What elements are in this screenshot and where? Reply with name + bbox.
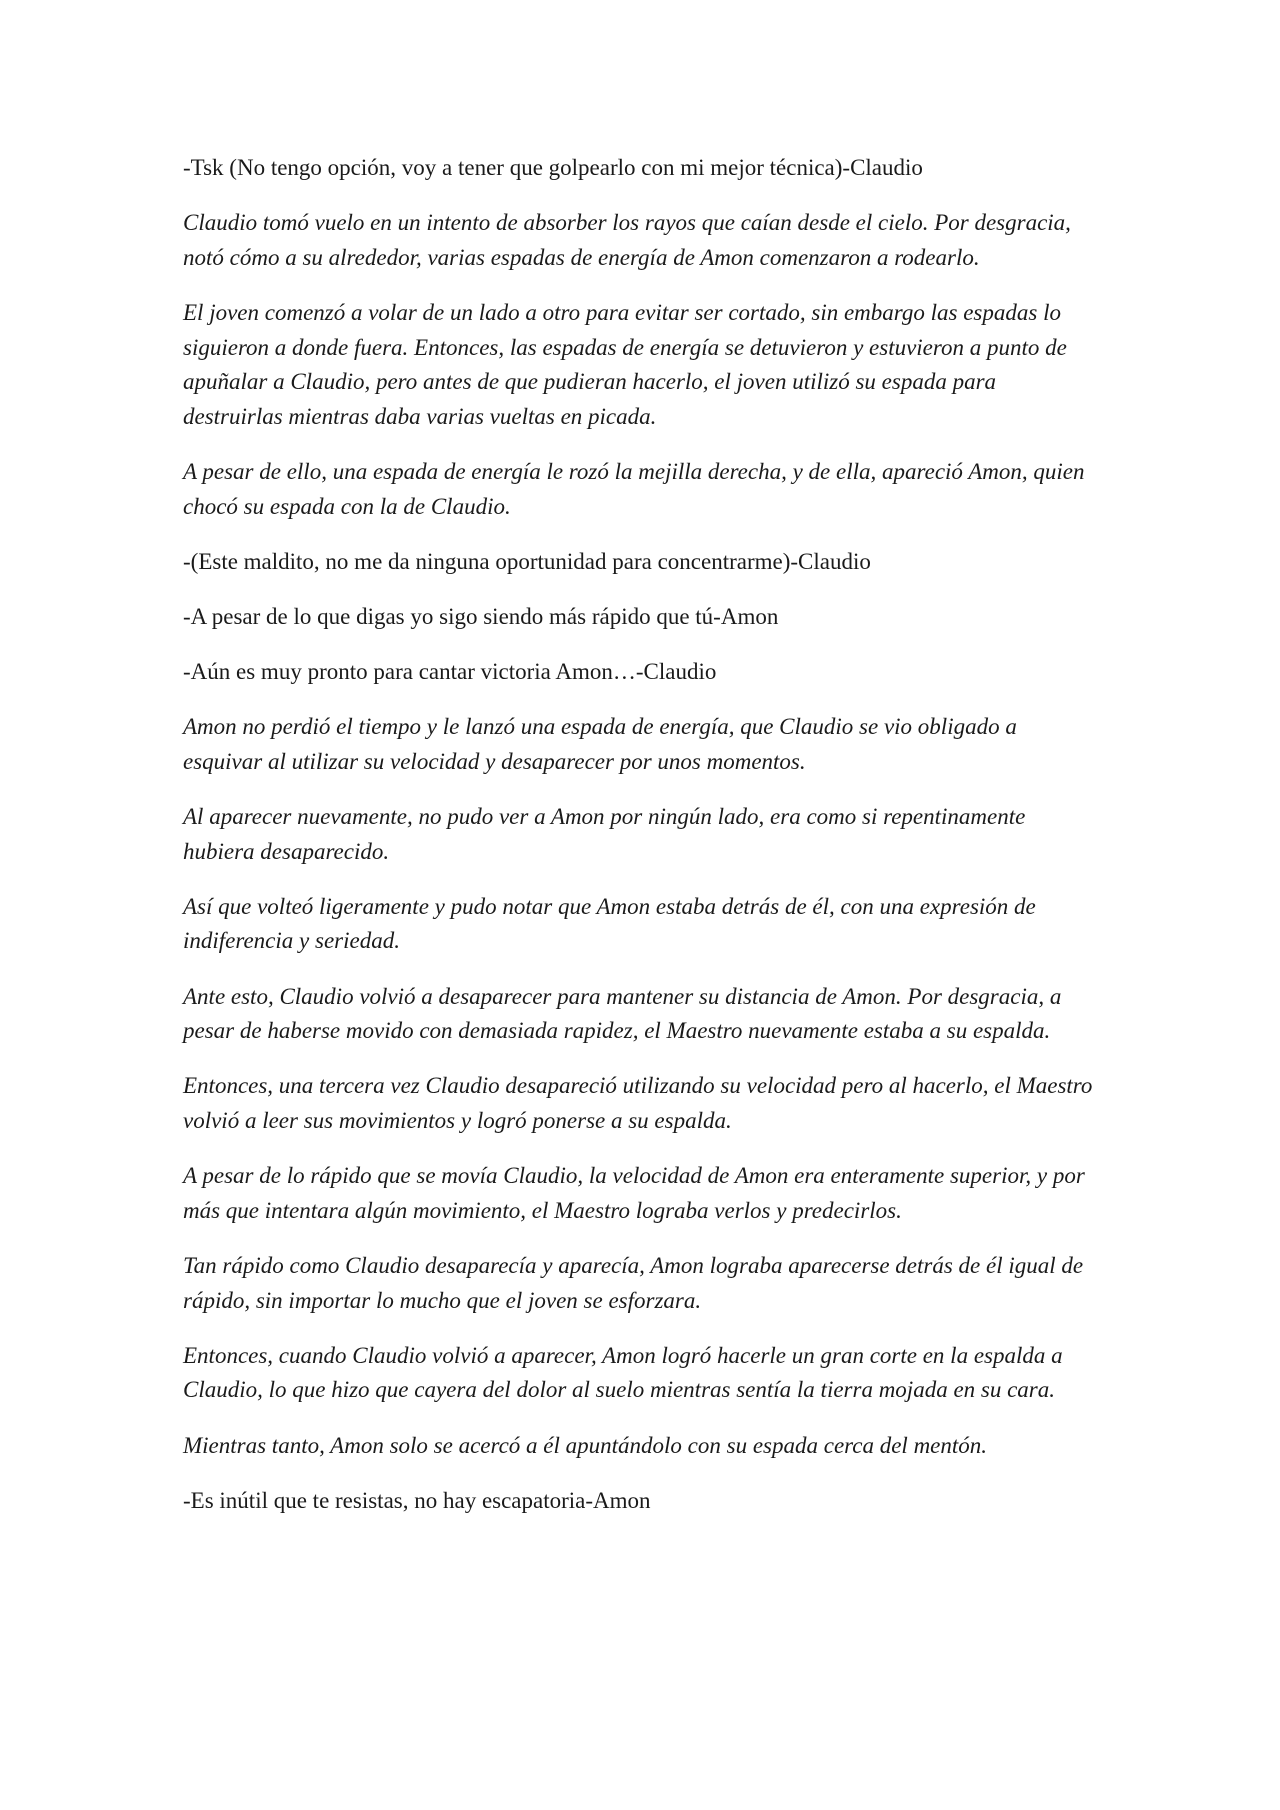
narration-paragraph: Tan rápido como Claudio desaparecía y aparecía, Amon lograba aparecerse detrás de él igual de rápido, sin importar lo mucho que el joven se esforzara.	[183, 1252, 1084, 1313]
dialogue-paragraph: -A pesar de lo que digas yo sigo siendo más rápido que tú-Amon	[183, 603, 779, 629]
narration-paragraph: Entonces, una tercera vez Claudio desapareció utilizando su velocidad pero al hacerlo, el Maestro volvió a leer sus movimientos y logró ponerse a su espalda.	[183, 1073, 1093, 1133]
dialogue-paragraph: -Tsk (No tengo opción, voy a tener que golpearlo con mi mejor técnica)-Claudio	[183, 155, 923, 180]
narration-paragraph: Claudio tomó vuelo en un intento de absorber los rayos que caían desde el cielo. Por desgracia, notó cómo a su alrededor, varias espadas de energía de Amon comenzaron a rodearlo.	[183, 210, 1071, 270]
narration-paragraph: Ante esto, Claudio volvió a desaparecer para mantener su distancia de Amon. Por desgracia, a pesar de haberse movido con demasiada rapidez, el Maestro nuevamente estaba a su espalda.	[183, 983, 1062, 1044]
dialogue-paragraph: -Es inútil que te resistas, no hay escapatoria-Amon	[183, 1487, 651, 1513]
narration-paragraph: A pesar de ello, una espada de energía le rozó la mejilla derecha, y de ella, apareció Amon, quien chocó su espada con la de Claudio.	[183, 458, 1085, 519]
narration-paragraph: Mientras tanto, Amon solo se acercó a él apuntándolo con su espada cerca del mentón.	[183, 1432, 988, 1458]
document-page	[183, 151, 1099, 1539]
narration-paragraph: Amon no perdió el tiempo y le lanzó una espada de energía, que Claudio se vio obligado a esquivar al utilizar su velocidad y desaparecer por unos momentos.	[183, 714, 1017, 774]
dialogue-paragraph: -Aún es muy pronto para cantar victoria Amon…-Claudio	[183, 659, 717, 685]
dialogue-paragraph: -(Este maldito, no me da ninguna oportunidad para concentrarme)-Claudio	[183, 548, 871, 574]
narration-paragraph: A pesar de lo rápido que se movía Claudio, la velocidad de Amon era enteramente superior, y por más que intentara algún movimiento, el Maestro lograba verlos y predecirlos.	[183, 1163, 1085, 1223]
narration-paragraph: Así que volteó ligeramente y pudo notar que Amon estaba detrás de él, con una expresión de indiferencia y seriedad.	[183, 893, 1036, 954]
narration-paragraph: Al aparecer nuevamente, no pudo ver a Amon por ningún lado, era como si repentinamente hubiera desaparecido.	[183, 804, 1026, 864]
narration-paragraph: El joven comenzó a volar de un lado a otro para evitar ser cortado, sin embargo las espadas lo siguieron a donde fuera. Entonces, las espadas de energía se detuvieron y estuvieron a punto de apuñalar a Claudio, pero antes de que pudieran hacerlo, el joven utilizó su espada para destruirlas mientras daba varias vueltas en picada.	[183, 299, 1067, 429]
narration-paragraph: Entonces, cuando Claudio volvió a aparecer, Amon logró hacerle un gran corte en la espalda a Claudio, lo que hizo que cayera del dolor al suelo mientras sentía la tierra mojada en su cara.	[183, 1342, 1063, 1403]
